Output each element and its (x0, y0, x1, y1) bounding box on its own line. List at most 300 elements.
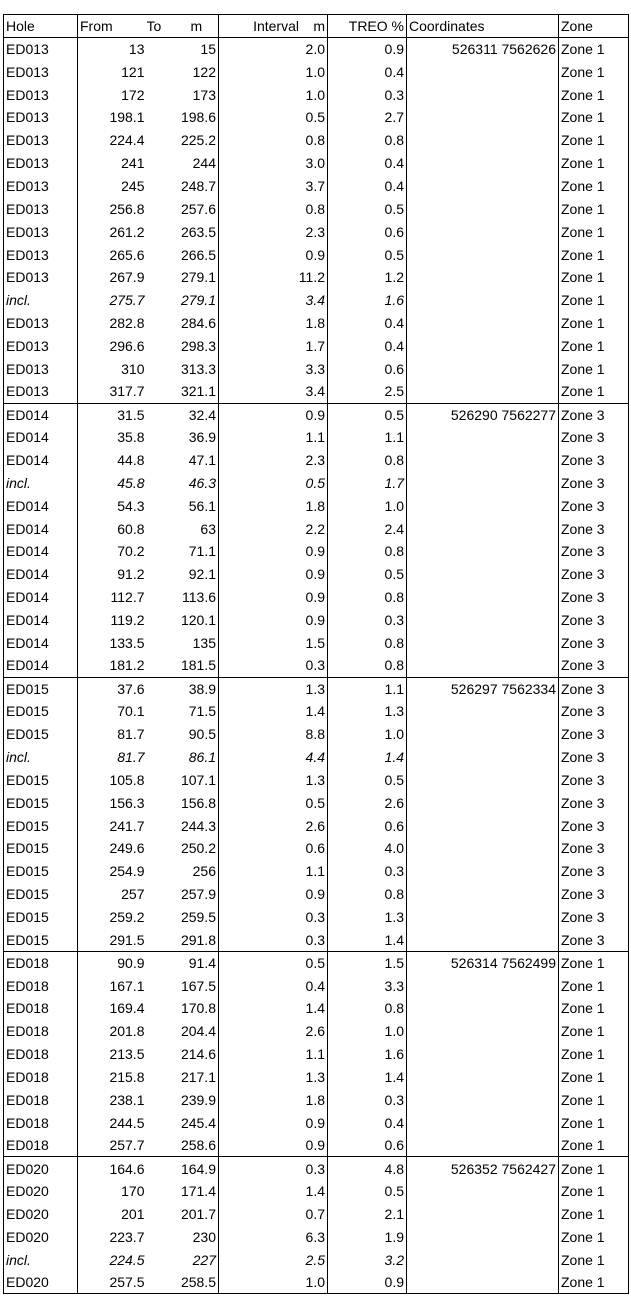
cell-hole: ED014 (4, 563, 78, 586)
cell-zone: Zone 1 (559, 1088, 629, 1111)
cell-hole: ED018 (4, 997, 78, 1020)
cell-hole: ED015 (4, 837, 78, 860)
cell-interval: 2.3 (219, 220, 328, 243)
cell-coordinates (407, 654, 559, 677)
cell-coordinates (407, 472, 559, 495)
cell-treo: 3.3 (328, 974, 407, 997)
cell-coordinates (407, 380, 559, 403)
cell-from: 105.8 (109, 771, 145, 788)
cell-hole: ED014 (4, 449, 78, 472)
cell-from: 215.8 (109, 1068, 145, 1085)
cell-to: 156.8 (147, 791, 219, 814)
table-row (4, 472, 629, 495)
cell-treo: 0.4 (328, 60, 407, 83)
cell-coordinates (407, 814, 559, 837)
cell-interval: 0.8 (219, 197, 328, 220)
cell-to: 46.3 (147, 472, 219, 495)
cell-from: 112.7 (110, 589, 145, 606)
cell-hole: ED018 (4, 1065, 78, 1088)
cell-treo: 0.5 (328, 563, 407, 586)
cell-from: 257.5 (78, 1271, 147, 1294)
cell-treo: 2.6 (328, 791, 407, 814)
cell-treo: 1.0 (328, 1020, 407, 1043)
table-row (4, 1088, 629, 1111)
cell-zone: Zone 1 (559, 997, 629, 1020)
cell-interval: 0.5 (219, 791, 328, 814)
cell-coordinates (407, 906, 559, 929)
table-row (4, 334, 629, 357)
cell-coordinates (407, 152, 559, 175)
cell-to: 71.1 (147, 540, 219, 563)
cell-from: 70.2 (117, 543, 145, 560)
cell-to: 135 (147, 631, 219, 654)
table-row (4, 380, 629, 403)
cell-zone: Zone 3 (559, 814, 629, 837)
table-row (4, 860, 629, 883)
cell-from: 238.1 (109, 1091, 145, 1108)
header-to-unit: m (190, 18, 203, 34)
cell-zone: Zone 3 (559, 837, 629, 860)
cell-treo: 1.3 (328, 906, 407, 929)
cell-hole: ED018 (4, 974, 78, 997)
cell-hole: ED013 (4, 243, 78, 266)
cell-to: 167.5 (147, 974, 219, 997)
cell-treo: 4.0 (328, 837, 407, 860)
cell-coordinates: 526314 7562499 (407, 951, 559, 974)
cell-treo: 0.9 (328, 1271, 407, 1294)
cell-interval: 0.8 (219, 129, 328, 152)
cell-treo: 0.8 (328, 129, 407, 152)
cell-hole: ED015 (4, 883, 78, 906)
cell-treo: 0.3 (328, 83, 407, 106)
cell-interval: 3.0 (219, 152, 328, 175)
cell-treo: 2.1 (328, 1203, 407, 1226)
cell-to: 217.1 (147, 1065, 219, 1088)
cell-coordinates (407, 1065, 559, 1088)
cell-zone: Zone 1 (559, 243, 629, 266)
cell-interval: 2.0 (219, 38, 328, 61)
cell-interval: 1.8 (219, 494, 328, 517)
cell-zone: Zone 1 (559, 334, 629, 357)
cell-zone: Zone 3 (559, 860, 629, 883)
cell-treo: 4.8 (328, 1157, 407, 1180)
table-row (4, 906, 629, 929)
cell-to: 279.1 (147, 289, 219, 312)
cell-from: 224.4 (109, 132, 145, 149)
cell-zone: Zone 1 (559, 1043, 629, 1066)
cell-treo: 0.5 (328, 1180, 407, 1203)
cell-zone: Zone 3 (559, 723, 629, 746)
table-row (4, 449, 629, 472)
cell-treo: 0.8 (328, 654, 407, 677)
table-row (4, 951, 629, 974)
cell-from: 45.8 (117, 474, 145, 491)
cell-interval: 1.4 (219, 700, 328, 723)
cell-hole: ED020 (4, 1157, 78, 1180)
cell-zone: Zone 1 (559, 1157, 629, 1180)
cell-coordinates: 526297 7562334 (407, 677, 559, 700)
cell-from: 310 (121, 360, 145, 377)
cell-coordinates (407, 129, 559, 152)
cell-interval: 0.9 (219, 563, 328, 586)
cell-zone: Zone 1 (559, 312, 629, 335)
cell-from: 241.7 (109, 817, 145, 834)
cell-coordinates (407, 1225, 559, 1248)
cell-interval: 1.3 (219, 677, 328, 700)
cell-hole: ED014 (4, 426, 78, 449)
cell-treo: 0.8 (328, 586, 407, 609)
cell-zone: Zone 1 (559, 1248, 629, 1271)
cell-interval: 1.4 (219, 1180, 328, 1203)
cell-hole: ED013 (4, 175, 78, 198)
cell-coordinates (407, 312, 559, 335)
table-row (4, 837, 629, 860)
cell-from: 37.6 (78, 677, 147, 700)
cell-from: 44.8 (117, 452, 145, 469)
cell-interval: 2.6 (219, 1020, 328, 1043)
cell-hole: ED015 (4, 723, 78, 746)
cell-zone: Zone 1 (559, 357, 629, 380)
cell-treo: 0.8 (328, 997, 407, 1020)
cell-interval: 3.4 (219, 380, 328, 403)
table-row (4, 289, 629, 312)
cell-hole: ED014 (4, 494, 78, 517)
cell-coordinates (407, 609, 559, 632)
cell-to: 245.4 (147, 1111, 219, 1134)
cell-hole: ED015 (4, 700, 78, 723)
cell-interval: 2.5 (219, 1248, 328, 1271)
cell-treo: 1.1 (328, 677, 407, 700)
cell-zone: Zone 3 (559, 906, 629, 929)
cell-to: 214.6 (147, 1043, 219, 1066)
cell-from: 201.8 (109, 1023, 145, 1040)
cell-coordinates (407, 289, 559, 312)
cell-interval: 11.2 (219, 266, 328, 289)
cell-to: 291.8 (147, 928, 219, 951)
cell-hole: ED013 (4, 60, 78, 83)
cell-coordinates (407, 1180, 559, 1203)
cell-interval: 0.3 (219, 1157, 328, 1180)
cell-interval: 0.3 (219, 928, 328, 951)
cell-to: 298.3 (147, 334, 219, 357)
cell-from: 317.7 (109, 383, 145, 400)
cell-from: 119.2 (110, 612, 145, 629)
cell-coordinates (407, 837, 559, 860)
table-row (4, 403, 629, 426)
cell-from: 81.7 (117, 726, 145, 743)
table-row (4, 631, 629, 654)
cell-from: 167.1 (109, 977, 145, 994)
cell-to: 63 (147, 517, 219, 540)
cell-coordinates (407, 83, 559, 106)
cell-from: 244.5 (109, 1114, 145, 1131)
table-row (4, 746, 629, 769)
cell-from: 31.5 (78, 403, 147, 426)
table-row (4, 769, 629, 792)
cell-hole: ED014 (4, 540, 78, 563)
cell-hole: incl. (4, 1248, 78, 1271)
cell-coordinates (407, 357, 559, 380)
cell-treo: 0.5 (328, 769, 407, 792)
cell-coordinates (407, 266, 559, 289)
cell-hole: ED020 (4, 1271, 78, 1294)
cell-to: 244.3 (147, 814, 219, 837)
cell-hole: ED014 (4, 403, 78, 426)
cell-hole: ED020 (4, 1180, 78, 1203)
table-row (4, 517, 629, 540)
table-row (4, 700, 629, 723)
cell-hole: incl. (4, 472, 78, 495)
cell-to: 227 (147, 1248, 219, 1271)
cell-to: 250.2 (147, 837, 219, 860)
cell-to: 71.5 (147, 700, 219, 723)
cell-hole: incl. (4, 289, 78, 312)
cell-to: 284.6 (147, 312, 219, 335)
header-interval-label: Interval (253, 18, 299, 34)
cell-from: 181.2 (109, 657, 145, 674)
cell-treo: 1.4 (328, 746, 407, 769)
cell-zone: Zone 3 (559, 677, 629, 700)
cell-treo: 1.0 (328, 723, 407, 746)
cell-interval: 0.9 (219, 403, 328, 426)
cell-hole: ED015 (4, 860, 78, 883)
cell-to: 258.6 (147, 1134, 219, 1157)
cell-hole: ED013 (4, 83, 78, 106)
cell-zone: Zone 1 (559, 289, 629, 312)
cell-to: 120.1 (147, 609, 219, 632)
cell-to: 170.8 (147, 997, 219, 1020)
cell-treo: 0.4 (328, 175, 407, 198)
cell-from: 259.2 (109, 908, 145, 925)
table-row (4, 723, 629, 746)
cell-treo: 2.5 (328, 380, 407, 403)
table-row (4, 1271, 629, 1294)
cell-to: 257.6 (147, 197, 219, 220)
cell-from: 257.7 (109, 1137, 145, 1154)
cell-to: 56.1 (147, 494, 219, 517)
cell-coordinates (407, 1248, 559, 1271)
cell-to: 263.5 (147, 220, 219, 243)
table-row (4, 1248, 629, 1271)
cell-from: 121 (121, 63, 145, 80)
cell-hole: ED014 (4, 586, 78, 609)
cell-zone: Zone 1 (559, 266, 629, 289)
cell-treo: 0.4 (328, 312, 407, 335)
cell-treo: 0.8 (328, 883, 407, 906)
cell-interval: 0.4 (219, 974, 328, 997)
cell-hole: ED014 (4, 517, 78, 540)
cell-hole: ED013 (4, 197, 78, 220)
cell-to: 47.1 (147, 449, 219, 472)
cell-from: 90.9 (78, 951, 147, 974)
cell-interval: 0.5 (219, 106, 328, 129)
cell-coordinates (407, 426, 559, 449)
cell-coordinates (407, 1271, 559, 1294)
cell-zone: Zone 1 (559, 1020, 629, 1043)
table-row (4, 609, 629, 632)
cell-interval: 0.7 (219, 1203, 328, 1226)
cell-coordinates (407, 746, 559, 769)
cell-interval: 0.9 (219, 609, 328, 632)
cell-to: 198.6 (147, 106, 219, 129)
cell-zone: Zone 3 (559, 540, 629, 563)
cell-zone: Zone 3 (559, 746, 629, 769)
cell-hole: ED013 (4, 220, 78, 243)
cell-zone: Zone 3 (559, 517, 629, 540)
table-row (4, 1043, 629, 1066)
table-row (4, 586, 629, 609)
cell-to: 38.9 (147, 677, 219, 700)
cell-hole: ED013 (4, 380, 78, 403)
cell-to: 171.4 (147, 1180, 219, 1203)
cell-from: 156.3 (109, 794, 145, 811)
cell-to: 230 (147, 1225, 219, 1248)
cell-interval: 0.3 (219, 654, 328, 677)
header-treo: TREO % (328, 15, 407, 38)
cell-to: 321.1 (147, 380, 219, 403)
cell-hole: ED014 (4, 631, 78, 654)
cell-zone: Zone 1 (559, 1180, 629, 1203)
drill-results-table (3, 14, 629, 1294)
header-zone: Zone (559, 15, 629, 38)
cell-interval: 0.5 (219, 472, 328, 495)
table-row (4, 1180, 629, 1203)
cell-from: 70.1 (117, 703, 145, 720)
cell-treo: 0.3 (328, 609, 407, 632)
cell-treo: 1.4 (328, 928, 407, 951)
cell-to: 257.9 (147, 883, 219, 906)
cell-to: 258.5 (147, 1271, 219, 1294)
cell-interval: 1.8 (219, 312, 328, 335)
cell-treo: 1.6 (328, 289, 407, 312)
cell-hole: ED013 (4, 266, 78, 289)
table-row (4, 60, 629, 83)
cell-coordinates (407, 1134, 559, 1157)
cell-from: 172 (121, 86, 145, 103)
cell-from: 245 (121, 177, 145, 194)
cell-zone: Zone 1 (559, 152, 629, 175)
cell-coordinates (407, 1043, 559, 1066)
cell-from: 223.7 (109, 1228, 145, 1245)
cell-zone: Zone 3 (559, 494, 629, 517)
cell-interval: 0.9 (219, 540, 328, 563)
cell-treo: 0.3 (328, 860, 407, 883)
cell-zone: Zone 3 (559, 472, 629, 495)
cell-zone: Zone 1 (559, 220, 629, 243)
cell-zone: Zone 3 (559, 609, 629, 632)
cell-treo: 1.9 (328, 1225, 407, 1248)
header-from: From (78, 15, 147, 38)
cell-treo: 0.8 (328, 449, 407, 472)
table-row (4, 1134, 629, 1157)
cell-treo: 2.4 (328, 517, 407, 540)
table-row (4, 1065, 629, 1088)
cell-from: 60.8 (117, 520, 145, 537)
cell-treo: 0.4 (328, 334, 407, 357)
cell-zone: Zone 3 (559, 654, 629, 677)
table-row (4, 883, 629, 906)
cell-interval: 1.1 (219, 426, 328, 449)
cell-coordinates (407, 540, 559, 563)
table-row (4, 974, 629, 997)
cell-interval: 0.5 (219, 951, 328, 974)
cell-interval: 3.4 (219, 289, 328, 312)
cell-hole: ED015 (4, 928, 78, 951)
table-row (4, 106, 629, 129)
cell-hole: incl. (4, 746, 78, 769)
cell-coordinates (407, 494, 559, 517)
cell-to: 36.9 (147, 426, 219, 449)
cell-treo: 2.7 (328, 106, 407, 129)
cell-from: 170 (121, 1183, 145, 1200)
cell-coordinates (407, 197, 559, 220)
cell-coordinates (407, 60, 559, 83)
cell-treo: 1.4 (328, 1065, 407, 1088)
table-row (4, 266, 629, 289)
cell-interval: 8.8 (219, 723, 328, 746)
cell-zone: Zone 1 (559, 1111, 629, 1134)
cell-zone: Zone 1 (559, 1203, 629, 1226)
table-row (4, 540, 629, 563)
cell-coordinates (407, 1203, 559, 1226)
cell-coordinates (407, 791, 559, 814)
cell-from: 54.3 (117, 497, 145, 514)
cell-zone: Zone 3 (559, 449, 629, 472)
cell-coordinates: 526352 7562427 (407, 1157, 559, 1180)
cell-treo: 0.6 (328, 357, 407, 380)
cell-from: 164.6 (78, 1157, 147, 1180)
cell-coordinates (407, 700, 559, 723)
cell-coordinates (407, 928, 559, 951)
cell-interval: 0.9 (219, 1111, 328, 1134)
cell-treo: 0.4 (328, 152, 407, 175)
cell-coordinates (407, 334, 559, 357)
table-row (4, 83, 629, 106)
cell-zone: Zone 3 (559, 791, 629, 814)
cell-coordinates (407, 1020, 559, 1043)
cell-coordinates (407, 860, 559, 883)
table-row (4, 1157, 629, 1180)
table-row (4, 220, 629, 243)
cell-from: 254.9 (109, 863, 145, 880)
cell-interval: 3.3 (219, 357, 328, 380)
cell-treo: 0.5 (328, 243, 407, 266)
cell-to: 244 (147, 152, 219, 175)
cell-from: 265.6 (109, 246, 145, 263)
cell-to: 15 (147, 38, 219, 61)
header-to (147, 15, 219, 38)
cell-hole: ED014 (4, 654, 78, 677)
cell-coordinates (407, 517, 559, 540)
cell-coordinates (407, 997, 559, 1020)
table-row (4, 175, 629, 198)
cell-treo: 1.1 (328, 426, 407, 449)
cell-zone: Zone 1 (559, 60, 629, 83)
cell-zone: Zone 1 (559, 129, 629, 152)
table-row (4, 357, 629, 380)
cell-from: 169.4 (109, 1000, 145, 1017)
header-to-label: To (146, 18, 162, 34)
cell-hole: ED018 (4, 1134, 78, 1157)
cell-coordinates (407, 974, 559, 997)
cell-interval: 0.9 (219, 586, 328, 609)
cell-treo: 0.3 (328, 1088, 407, 1111)
cell-to: 32.4 (147, 403, 219, 426)
cell-coordinates (407, 769, 559, 792)
cell-from: 257 (121, 886, 145, 903)
cell-to: 259.5 (147, 906, 219, 929)
cell-from: 91.2 (117, 566, 145, 583)
